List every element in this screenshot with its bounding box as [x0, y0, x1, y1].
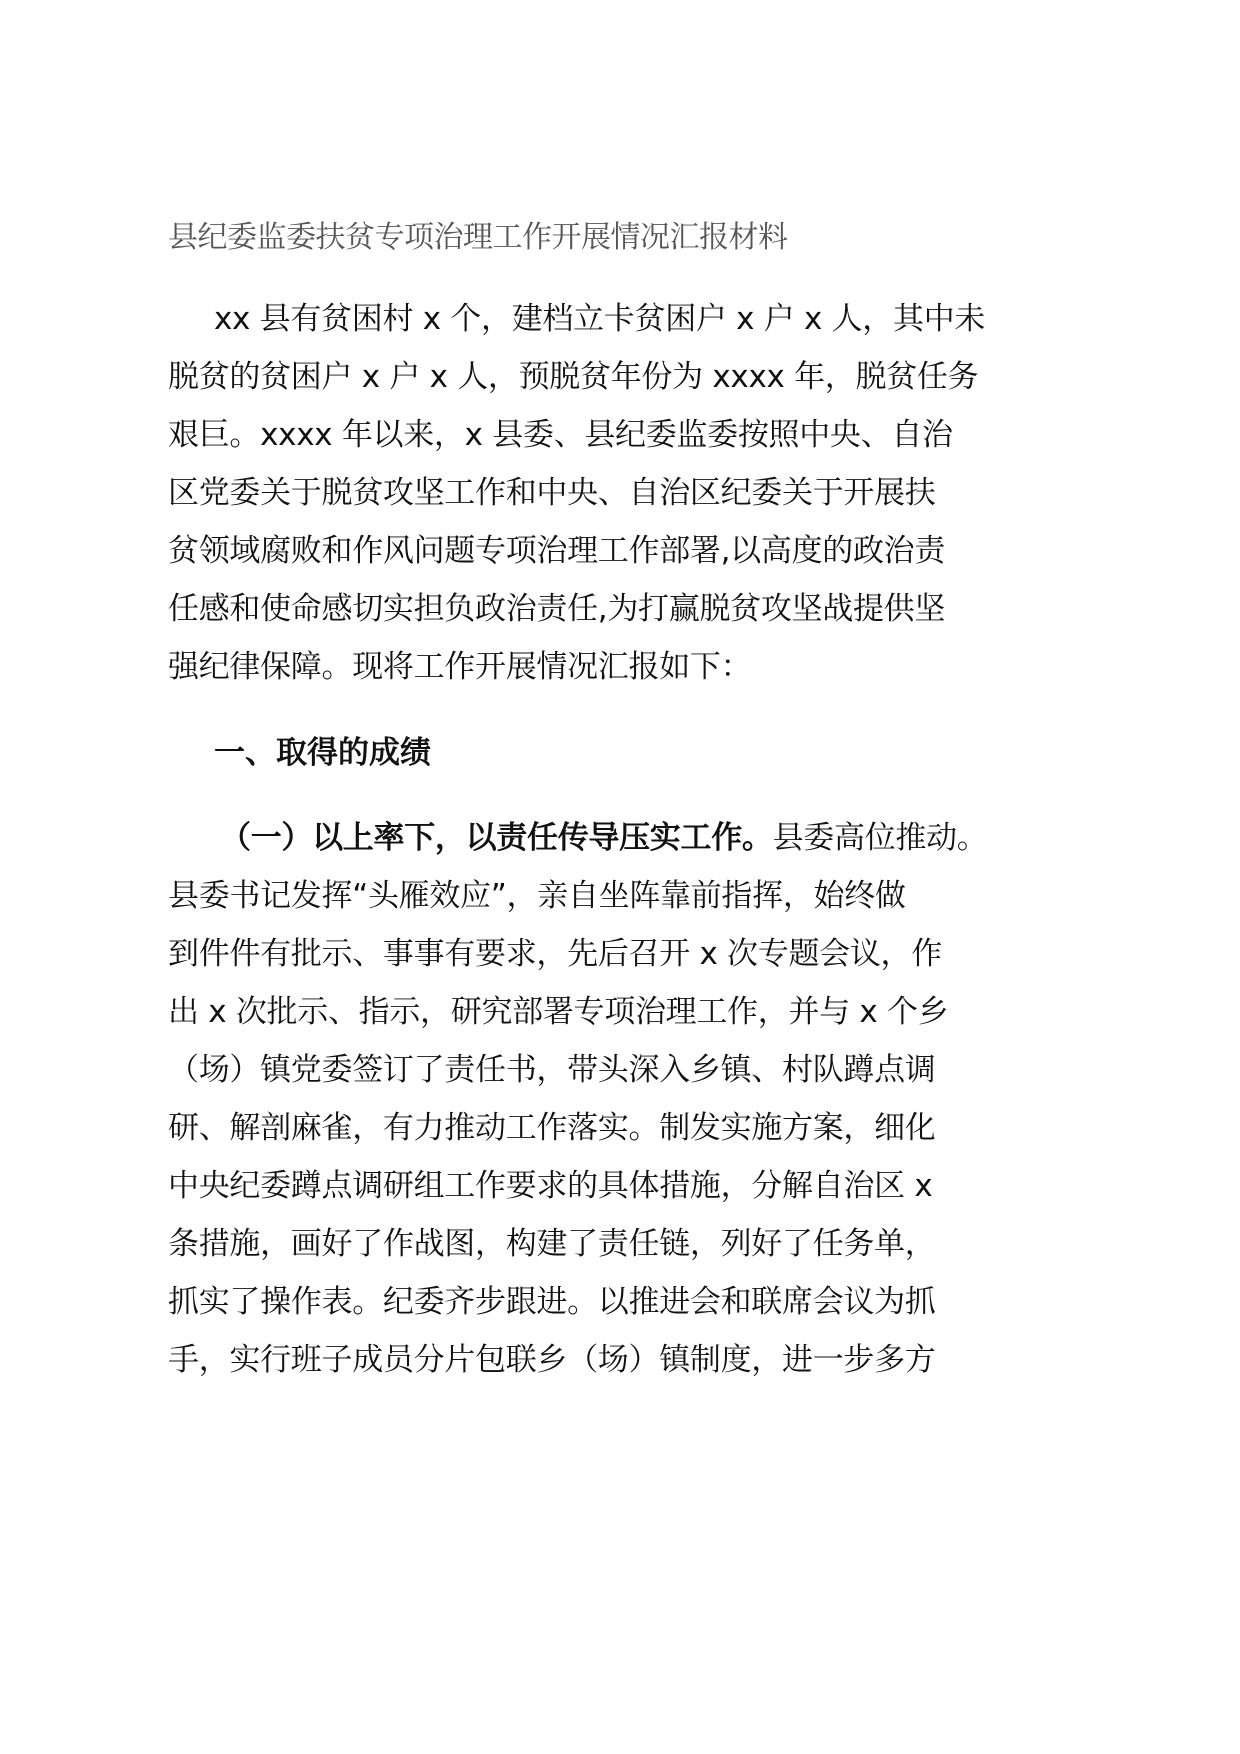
- text-line: 出 x 次批示、指示，研究部署专项治理工作，并与 x 个乡: [168, 994, 949, 1030]
- text-line: 区党委关于脱贫攻坚工作和中央、自治区纪委关于开展扶: [168, 475, 936, 511]
- document-title: 县纪委监委扶贫专项治理工作开展情况汇报材料: [168, 220, 788, 255]
- text-line: 县委书记发挥“头雁效应”，亲自坐阵靠前指挥，始终做: [168, 878, 906, 914]
- text-line: 脱贫的贫困户 x 户 x 人，预脱贫年份为 xxxx 年，脱贫任务: [168, 359, 979, 395]
- text-line: 到件件有批示、事事有要求，先后召开 x 次专题会议，作: [168, 936, 942, 972]
- text-line: 研、解剖麻雀，有力推动工作落实。制发实施方案，细化: [168, 1110, 936, 1146]
- text-line: 贫领域腐败和作风问题专项治理工作部署,以高度的政治责: [168, 533, 946, 569]
- text-line: 中央纪委蹲点调研组工作要求的具体措施，分解自治区 x: [168, 1168, 933, 1204]
- section-heading: 一、取得的成绩: [214, 735, 431, 771]
- intro-paragraph: [168, 290, 986, 696]
- subsection-paragraph: [168, 809, 988, 1389]
- text-line: （场）镇党委签订了责任书，带头深入乡镇、村队蹲点调: [168, 1052, 936, 1088]
- text-line: 条措施，画好了作战图，构建了责任链，列好了任务单，: [168, 1226, 936, 1262]
- subsection-lead: （一）以上率下，以责任传导压实工作。: [220, 820, 773, 856]
- text-line: 抓实了操作表。纪委齐步跟进。以推进会和联席会议为抓: [168, 1284, 936, 1320]
- text-line: 强纪律保障。现将工作开展情况汇报如下：: [168, 649, 752, 685]
- text-line: 任感和使命感切实担负政治责任,为打赢脱贫攻坚战提供坚: [168, 591, 946, 627]
- text-line: 手，实行班子成员分片包联乡（场）镇制度，进一步多方: [168, 1342, 936, 1378]
- subsection-lead-rest: 县委高位推动。: [772, 820, 988, 856]
- text-line: 艰巨。xxxx 年以来，x 县委、县纪委监委按照中央、自治: [168, 417, 953, 453]
- text-line: [168, 809, 988, 867]
- text-line: xx 县有贫困村 x 个，建档立卡贫困户 x 户 x 人，其中未: [214, 301, 986, 337]
